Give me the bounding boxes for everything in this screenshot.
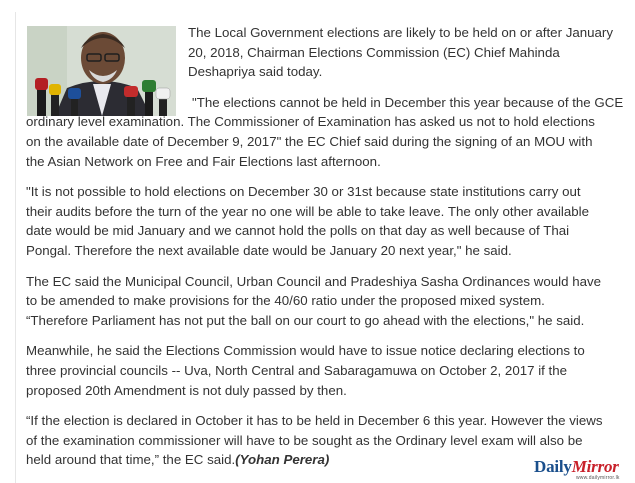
paragraph-line: Deshapriya said today. (188, 64, 323, 80)
paragraph-line: "It is not possible to hold elections on December 30 or 31st because state institutions carry out (26, 184, 581, 200)
article-body (26, 23, 635, 481)
paragraph-line: The EC said the Municipal Council, Urban Council and Pradeshiya Sasha Ordinances would have (26, 273, 602, 289)
paragraph-line: three provincial councils -- Uva, North Central and Sabaragamuwa on October 2, 2017 if the (26, 362, 568, 378)
paragraph-line: proposed 20th Amendment is not duly passed by then. (26, 382, 347, 398)
paragraph-2 (26, 93, 635, 171)
paragraph-line: the Asian Network on Free and Fair Elections last afternoon. (26, 153, 381, 169)
paragraph-line: of the examination commissioner will have to be sought as the Ordinary level exam will also be (26, 432, 583, 448)
paragraph-line: to be amended to make provisions for the 40/60 ratio under the proposed mixed system. (26, 293, 545, 309)
paragraph-line: on the available date of December 9, 2017" the EC Chief said during the signing of an MOU with (26, 133, 593, 149)
logo-mirror: Mirror (571, 457, 619, 476)
paragraph-line: date would be mid January and we cannot hold the polls on that day as well because of Thai (26, 223, 570, 239)
paragraph-line: Pongal. Therefore the next available date would be January 20 next year," he said. (26, 242, 512, 258)
paragraph-line: “Therefore Parliament has not put the ball on our court to go ahead with the elections," he said. (26, 312, 585, 328)
byline: (Yohan Perera) (235, 452, 330, 468)
paragraph-line: The Local Government elections are likely to be held on or after January (188, 25, 613, 40)
paragraph-1 (26, 23, 635, 82)
logo-daily: Daily (534, 457, 572, 476)
paragraph-line: 20, 2018, Chairman Elections Commission (EC) Chief Mahinda (188, 44, 560, 60)
paragraph-line: "The elections cannot be held in December this year because of the GCE (192, 94, 624, 110)
paragraph-5 (26, 341, 635, 400)
paragraph-line: ordinary level examination. The Commissioner of Examination has asked us not to hold elections (26, 114, 595, 130)
paragraph-line-text: held around that time,” the EC said. (26, 452, 236, 468)
paragraph-line: Meanwhile, he said the Elections Commission would have to issue notice declaring elections to (26, 343, 585, 359)
paragraph-3 (26, 182, 635, 260)
logo-wordmark (534, 457, 619, 477)
logo-url: www.dailymirror.lk (576, 475, 620, 481)
paragraph-line: their audits before the turn of the year no one will be able to take leave. The only other available (26, 203, 590, 219)
paragraph-4 (26, 272, 635, 331)
paragraph-line: “If the election is declared in October it has to be held in December 6 this year. However the views (26, 413, 603, 429)
dailymirror-logo (534, 457, 634, 481)
